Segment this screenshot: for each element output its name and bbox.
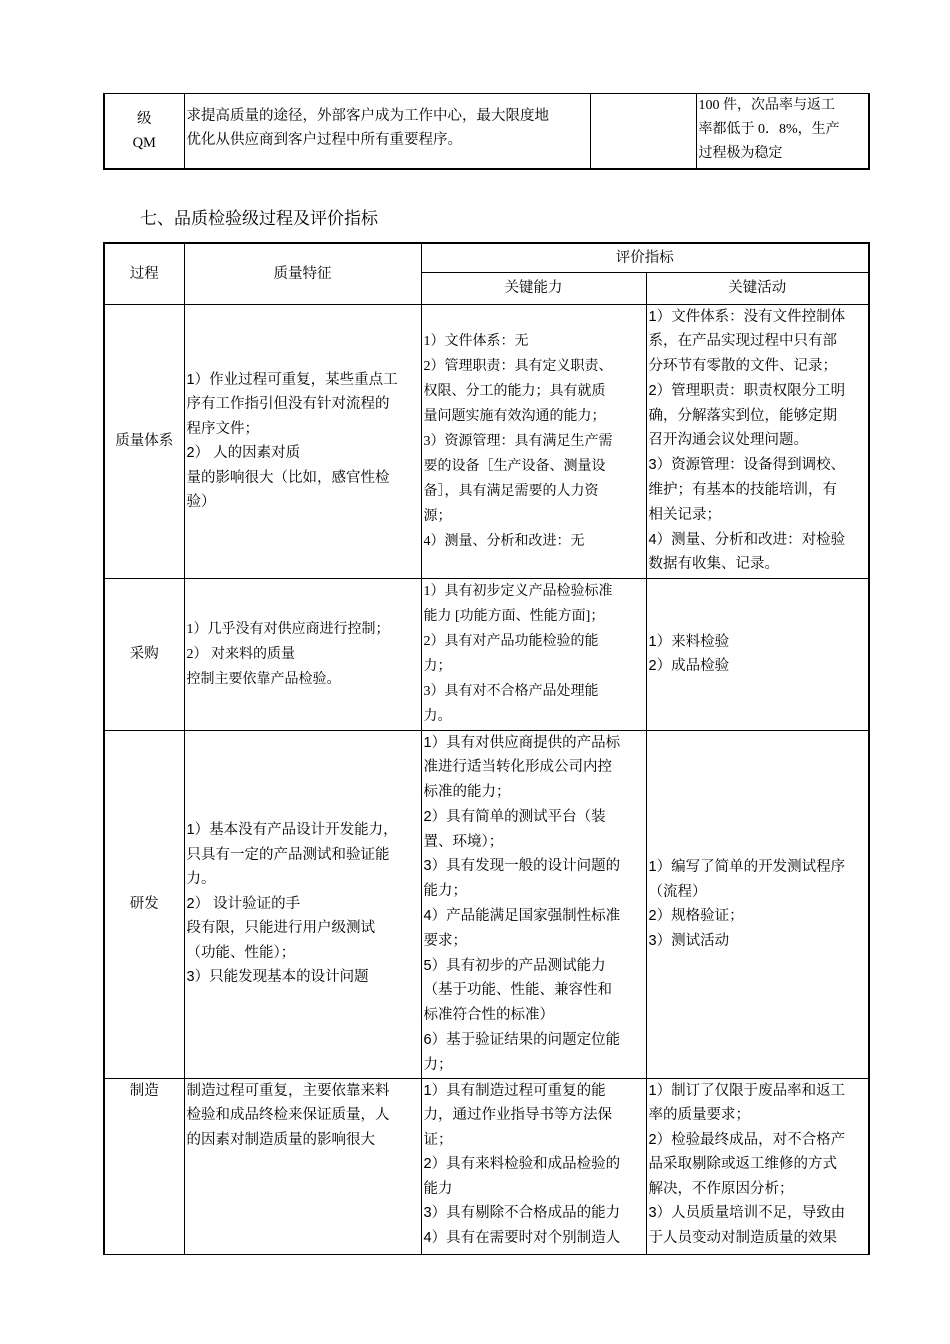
activity-line: 4）测量、分析和改进：对检验 [648,531,846,548]
capability-line: 1）具有初步定义产品检验标准 [423,583,613,599]
capability-line: 标准的能力； [423,784,511,801]
feature-line: 1）基本没有产品设计开发能力， [186,822,398,839]
activity-line: 于人员变动对制造质量的效果 [648,1229,837,1246]
capability-line: 能力 [功能方面、性能方面]； [423,608,605,624]
capability-cell [421,730,646,1078]
capability-line: 2）具有对产品功能检验的能 [423,633,599,649]
feature-line: 3）只能发现基本的设计问题 [186,969,369,986]
activity-cell [646,730,869,1078]
activity-cell [646,1078,869,1254]
capability-line: 能力； [423,883,467,900]
capability-line: 力。 [423,708,452,724]
header-key-capability: 关键能力 [421,272,646,304]
capability-line: （基于功能、性能、兼容性和 [423,982,612,999]
activity-line: 3）人员质量培训不足，导致由 [648,1205,846,1222]
features-cell [184,730,421,1078]
capability-line: 能力 [423,1180,453,1197]
header-key-activity: 关键活动 [646,272,869,304]
features-cell [184,304,421,578]
table-row [104,578,869,730]
capability-line: 1）文件体系：无 [423,333,529,349]
feature-line: 1）几乎没有对供应商进行控制； [186,621,390,637]
feature-line: 验） [186,494,216,510]
feature-line: 制造过程可重复，主要依靠来料 [186,1082,390,1099]
activity-line: 1）文件体系：没有文件控制体 [648,308,846,325]
activity-line: 分环节有零散的文件、记录； [648,358,837,375]
feature-line: 的因素对制造质量的影响很大 [186,1131,375,1148]
feature-line: 量的影响很大（比如，感官性检 [186,469,390,486]
capability-line: 置、环境）； [423,833,504,850]
feature-line: （功能、性能）； [186,944,296,961]
process-cell: 研发 [104,730,184,1078]
activity-line: 系，在产品实现过程中只有部 [648,333,837,350]
activity-line: 1）来料检验 [648,633,730,650]
empty-cell [590,94,696,169]
capability-line: 4）测量、分析和改进：无 [423,533,585,549]
activity-line: 解决，不作原因分析； [648,1180,794,1197]
activity-line: 3）资源管理：设备得到调校、 [648,457,846,474]
capability-line: 3）具有发现一般的设计问题的 [423,858,621,875]
activity-line: 召开沟通会议处理问题。 [648,432,808,449]
process-cell: 采购 [104,578,184,730]
feature-line: 2） 设计验证的手 [186,895,301,912]
feature-line: 力。 [186,871,216,888]
capability-line: 准进行适当转化形成公司内控 [423,759,612,776]
activity-cell [646,304,869,578]
capability-line: 要的设备［生产设备、测量设 [423,458,606,474]
capability-line: 证； [423,1131,453,1148]
quality-result-cell [696,94,869,169]
level-cell [104,94,184,169]
capability-line: 力，通过作业指导书等方法保 [423,1107,612,1124]
capability-line: 3）具有对不合格产品处理能 [423,683,599,699]
level-description-cell [184,94,590,169]
capability-line: 标准符合性的标准） [423,1007,554,1024]
activity-line: 2）管理职责：职责权限分工明 [648,382,846,399]
capability-line: 4）产品能满足国家强制性标准 [423,908,621,925]
process-cell: 制造 [104,1078,184,1254]
feature-line: 序有工作指引但没有针对流程的 [186,396,390,412]
feature-line: 2） 对来料的质量 [186,646,295,662]
activity-line: 3）测试活动 [648,932,730,949]
capability-line: 4）具有在需要时对个别制造人 [423,1229,621,1246]
feature-line: 只具有一定的产品测试和验证能 [186,846,390,863]
capability-line: 3）具有剔除不合格成品的能力 [423,1205,621,1222]
capability-line: 备］，具有满足需要的人力资 [423,483,599,499]
previous-table-fragment [103,93,870,170]
feature-line: 段有限，只能进行用户级测试 [186,920,375,937]
capability-cell [421,304,646,578]
feature-line: 检验和成品终检来保证质量，人 [186,1107,390,1124]
header-quality-features: 质量特征 [184,243,421,304]
level-line: 级 [137,110,152,127]
capability-line: 源； [423,508,452,524]
capability-line: 3）资源管理：具有满足生产需 [423,433,613,449]
capability-line: 量问题实施有效沟通的能力； [423,408,606,424]
result-line: 率都低于 0．8%，生产 [698,122,840,137]
capability-line: 1）具有制造过程可重复的能 [423,1082,606,1099]
capability-cell [421,1078,646,1254]
section-heading: 七、品质检验级过程及评价指标 [140,209,378,228]
capability-line: 力； [423,658,452,674]
feature-line: 程序文件； [186,420,259,437]
activity-line: 2）检验最终成品，对不合格产 [648,1131,846,1148]
feature-line: 控制主要依靠产品检验。 [186,671,341,687]
activity-line: 率的质量要求； [648,1107,750,1124]
activity-line: 2）规格验证； [648,908,744,925]
description-line: 求提高质量的途径，外部客户成为工作中心，最大限度地 [186,108,549,124]
features-cell [184,1078,421,1254]
table-row [104,1078,869,1254]
feature-line: 2） 人的因素对质 [186,445,301,461]
activity-line: 维护；有基本的技能培训，有 [648,482,837,499]
activity-line: 数据有收集、记录。 [648,556,779,573]
capability-line: 2）管理职责：具有定义职责、 [423,358,613,374]
header-evaluation: 评价指标 [421,243,869,272]
activity-line: 1）制订了仅限于废品率和返工 [648,1082,846,1099]
activity-line: 品采取剔除或返工维修的方式 [648,1156,837,1173]
activity-line: 确，分解落实到位，能够定期 [648,407,837,424]
activity-line: 1）编写了简单的开发测试程序 [648,859,846,876]
activity-cell [646,578,869,730]
header-process: 过程 [104,243,184,304]
capability-line: 2）具有简单的测试平台（装 [423,808,606,825]
activity-line: （流程） [648,883,707,900]
feature-line: 1）作业过程可重复，某些重点工 [186,371,398,388]
activity-line: 相关记录； [648,506,721,523]
level-line: QM [132,134,156,151]
capability-line: 要求； [423,932,467,949]
activity-line: 2）成品检验 [648,658,730,674]
capability-line: 5）具有初步的产品测试能力 [423,957,606,974]
result-line: 过程极为稳定 [698,146,783,161]
description-line: 优化从供应商到客户过程中所有重要程序。 [186,132,462,148]
table-row [104,730,869,1078]
process-cell: 质量体系 [104,304,184,578]
features-cell [184,578,421,730]
capability-line: 力； [423,1056,453,1073]
capability-line: 6）基于验证结果的问题定位能 [423,1032,621,1049]
capability-cell [421,578,646,730]
capability-line: 1）具有对供应商提供的产品标 [423,734,621,751]
capability-line: 2）具有来料检验和成品检验的 [423,1156,621,1173]
result-line: 100 件，次品率与返工 [698,98,835,113]
table-row [104,304,869,578]
capability-line: 权限、分工的能力；具有就质 [423,383,606,399]
quality-inspection-table [103,242,870,1255]
